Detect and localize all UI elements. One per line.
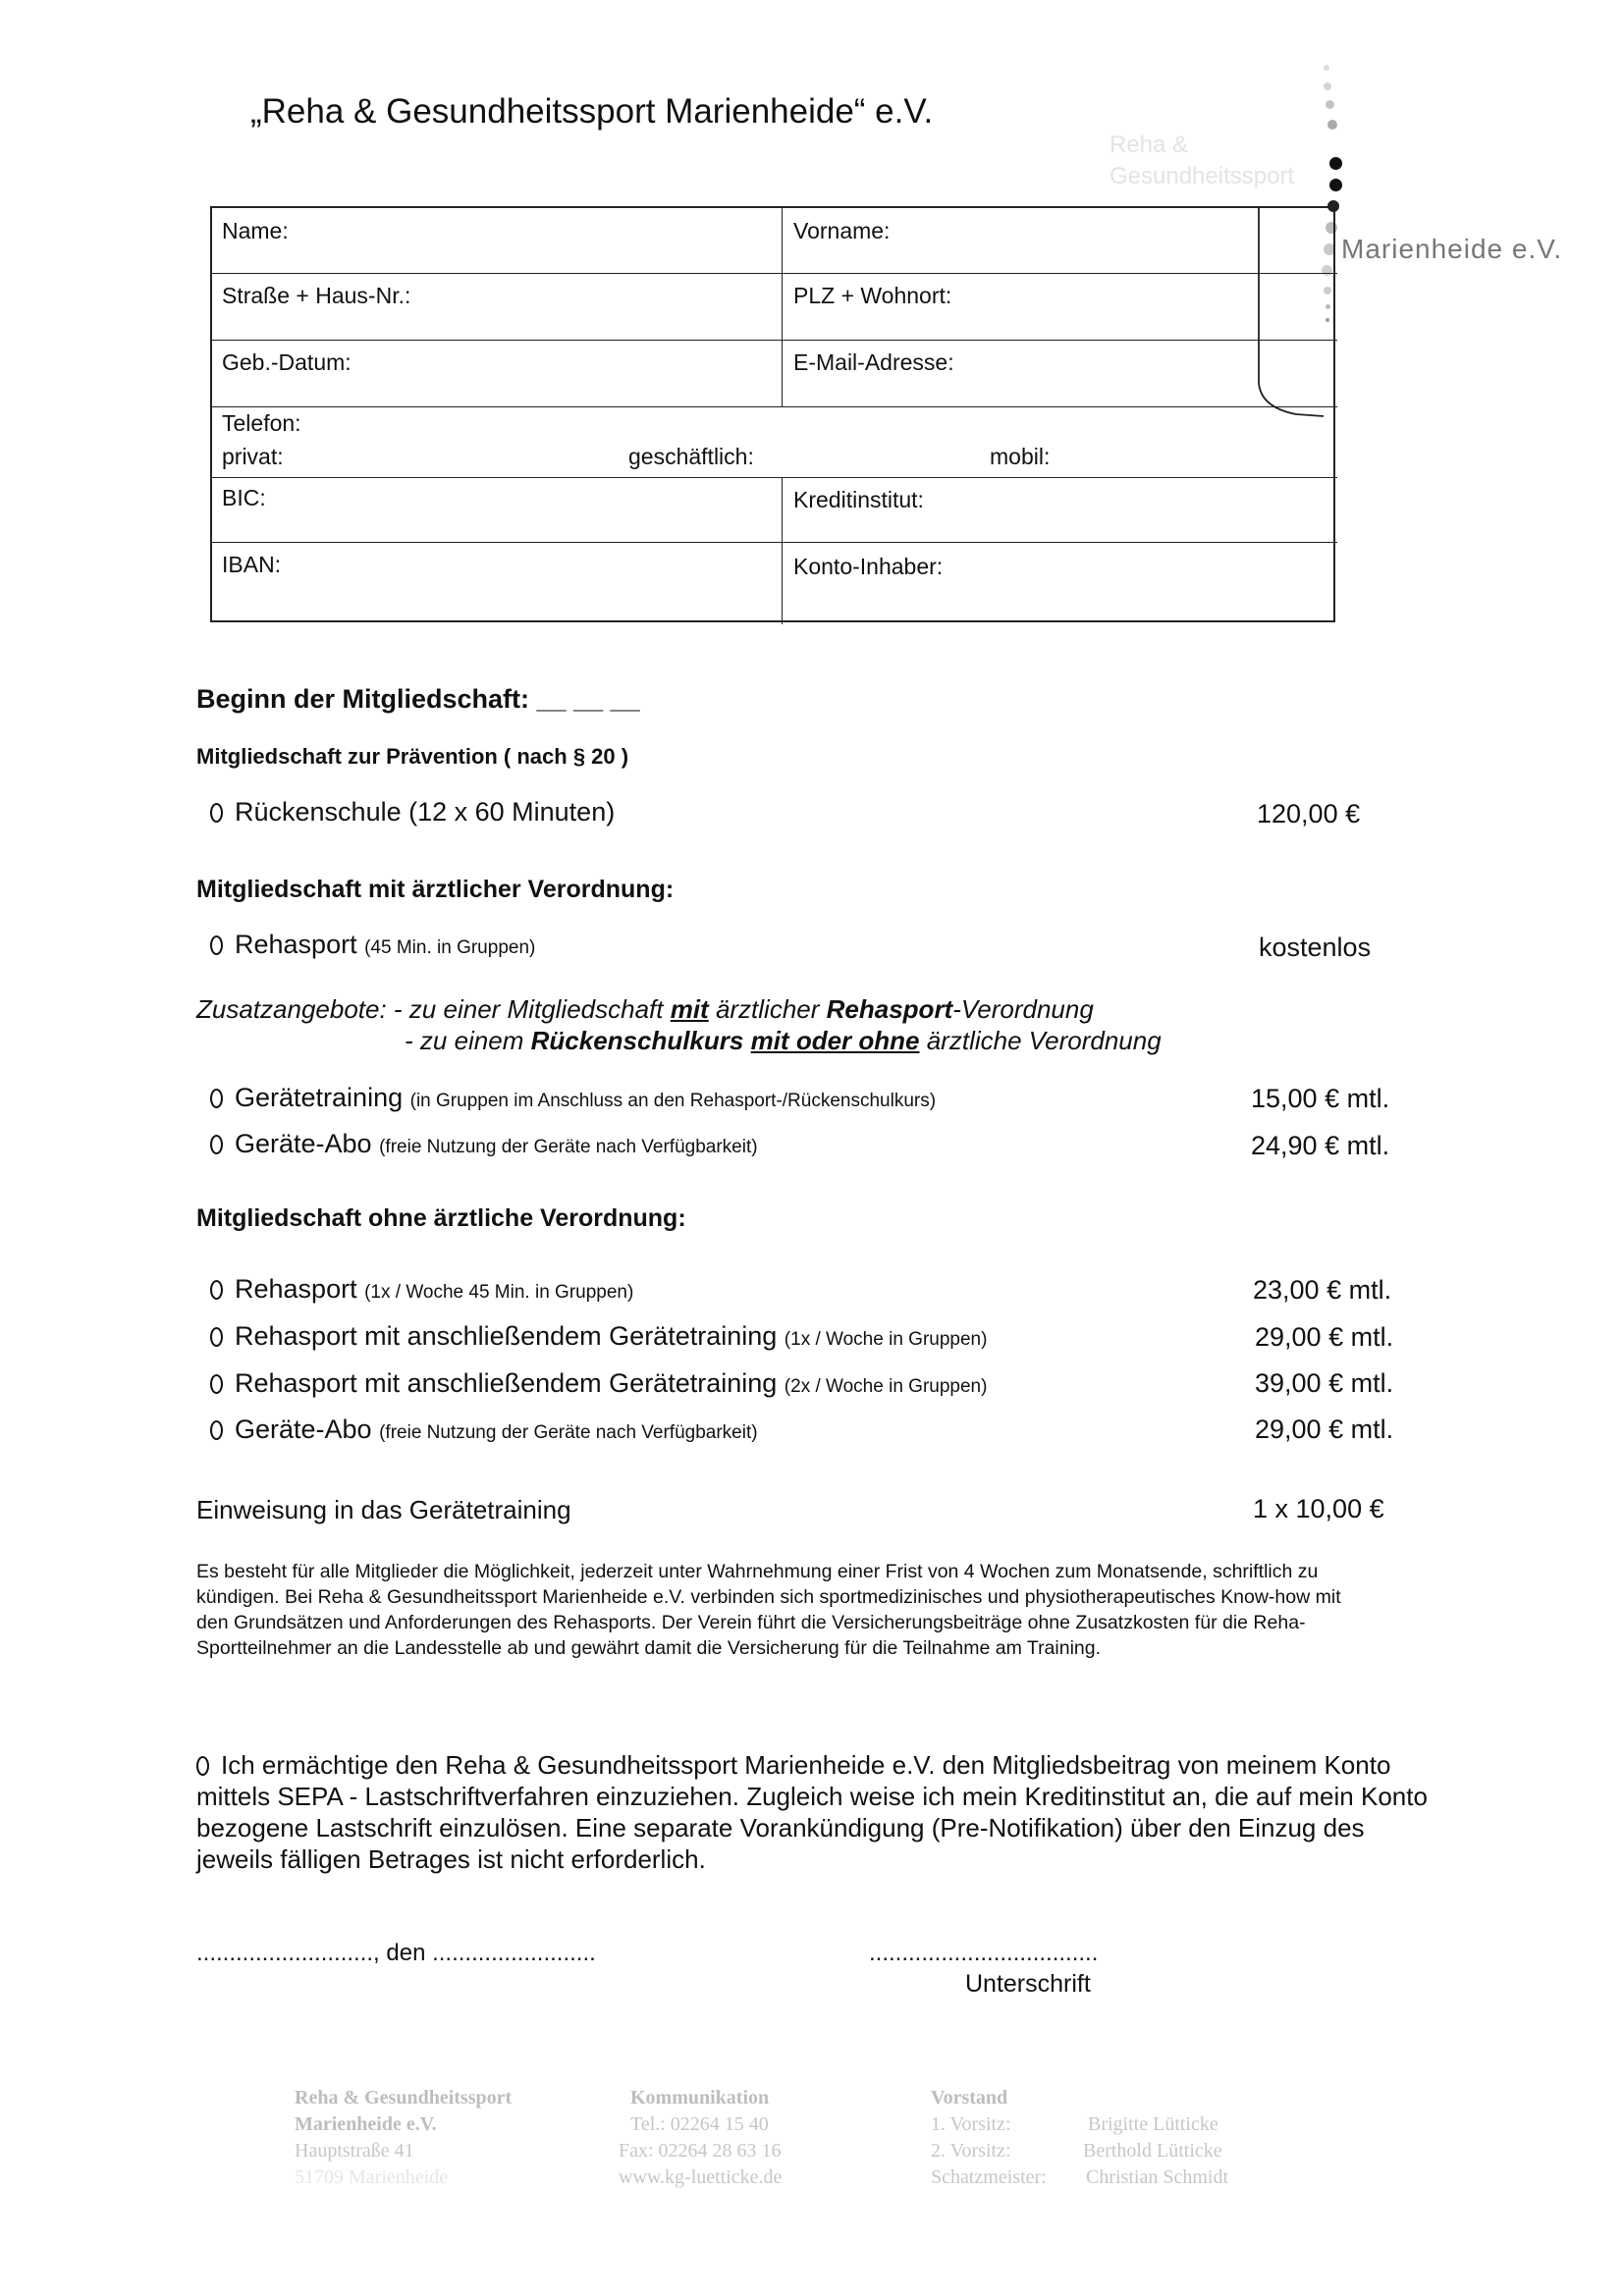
page-title: „Reha & Gesundheitssport Marienheide“ e.V. bbox=[250, 92, 934, 131]
plz-city-field[interactable]: PLZ + Wohnort: bbox=[793, 283, 952, 308]
phone-business-field[interactable]: geschäftlich: bbox=[628, 444, 754, 469]
bic-field[interactable]: BIC: bbox=[222, 485, 266, 510]
logo-line-1: Reha & bbox=[1110, 132, 1189, 158]
prevention-heading: Mitgliedschaft zur Prävention ( nach § 20 ) bbox=[196, 744, 629, 769]
logo-line-3: Marienheide e.V. bbox=[1341, 234, 1563, 264]
no-medical-heading: Mitgliedschaft ohne ärztliche Verordnung: bbox=[196, 1204, 686, 1232]
vorname-field[interactable]: Vorname: bbox=[793, 218, 891, 243]
logo-dot-icon bbox=[1324, 82, 1331, 90]
price-rehasport-geraet-2x: 39,00 € mtl. bbox=[1255, 1368, 1394, 1398]
price-geraetetraining: 15,00 € mtl. bbox=[1251, 1084, 1390, 1113]
signature-label: Unterschrift bbox=[965, 1970, 1091, 1998]
email-field[interactable]: E-Mail-Adresse: bbox=[793, 349, 954, 375]
name-field[interactable]: Name: bbox=[222, 218, 289, 243]
footer-board: Vorstand 1. Vorsitz: Brigitte Lütticke 2. Vorsitz: Berthold Lütticke Schatzmeister: Christian Schmidt bbox=[931, 2087, 1228, 2188]
radio-icon[interactable] bbox=[210, 1374, 223, 1394]
footer-contact: Kommunikation Tel.: 02264 15 40 Fax: 02264 28 63 16 www.kg-luetticke.de bbox=[619, 2087, 783, 2188]
zusatz-line-1: Zusatzangebote: - zu einer Mitgliedschaft mit ärztlicher Rehasport-Verordnung bbox=[196, 994, 1094, 1024]
phone-private-field[interactable]: privat: bbox=[222, 444, 284, 469]
price-rehasport-no-medical: 23,00 € mtl. bbox=[1253, 1275, 1392, 1305]
signature-line[interactable]: ................................... bbox=[869, 1940, 1099, 1966]
phone-label: Telefon: bbox=[222, 410, 301, 436]
price-rueckenschule: 120,00 € bbox=[1257, 799, 1361, 828]
einweisung-label: Einweisung in das Gerätetraining bbox=[196, 1495, 571, 1524]
logo-dot-icon bbox=[1326, 100, 1334, 109]
option-geraeteabo-no-medical[interactable]: Geräte-Abo (freie Nutzung der Geräte nach Verfügbarkeit) bbox=[210, 1415, 758, 1445]
option-rehasport-geraet-1x[interactable]: Rehasport mit anschließendem Gerätetraining (1x / Woche in Gruppen) bbox=[210, 1321, 987, 1352]
radio-icon[interactable] bbox=[210, 1135, 223, 1154]
bank-field[interactable]: Kreditinstitut: bbox=[793, 487, 924, 512]
radio-icon[interactable] bbox=[210, 1327, 223, 1347]
option-geraeteabo[interactable]: Geräte-Abo (freie Nutzung der Geräte nach Verfügbarkeit) bbox=[210, 1129, 758, 1159]
logo-line-2: Gesundheitssport bbox=[1110, 163, 1295, 189]
price-rehasport-medical: kostenlos bbox=[1259, 933, 1372, 962]
sepa-mandate[interactable]: Ich ermächtige den Reha & Gesundheitssport Marienheide e.V. den Mitgliedsbeitrag von meinem Konto mittels SEPA - Lastschriftverfahren einzuziehen. Zugleich weise ich mein Kreditinstitut an, die auf mein Konto bezogene Lastschrift einzulösen. Eine separate Vorankündigung (Pre-Notifikation) über den Einzug des jeweils fälligen Betrages ist nicht erforderlich. bbox=[196, 1750, 1428, 1874]
iban-field[interactable]: IBAN: bbox=[222, 552, 282, 577]
medical-heading: Mitgliedschaft mit ärztlicher Verordnung: bbox=[196, 876, 675, 903]
phone-mobile-field[interactable]: mobil: bbox=[990, 444, 1051, 469]
price-einweisung: 1 x 10,00 € bbox=[1253, 1494, 1384, 1523]
radio-icon[interactable] bbox=[196, 1756, 209, 1776]
logo-dot-icon bbox=[1329, 157, 1342, 170]
price-geraeteabo: 24,90 € mtl. bbox=[1251, 1131, 1390, 1160]
membership-start[interactable]: Beginn der Mitgliedschaft: __ __ __ bbox=[196, 684, 640, 714]
place-date-field[interactable]: ..........................., den ......................... bbox=[196, 1940, 596, 1966]
logo-dot-icon bbox=[1329, 179, 1342, 191]
terms-text: Es besteht für alle Mitglieder die Möglichkeit, jederzeit unter Wahrnehmung einer Frist von 4 Wochen zum Monatsende, schriftlich zu kündigen. Bei Reha & Gesundheitssport Marienheide e.V. verbinden sich sportmedizinisches und physiotherapeutisches Know-how mit den Grundsätzen und Anforderungen des Rehasports. Der Verein führt die Versicherungsbeiträge ohne Zusatzkosten für die Reha-Sportteilnehmer an die Landesstelle ab und gewährt damit die Versicherung für die Teilnahme am Training. bbox=[196, 1561, 1341, 1659]
option-rehasport-geraet-2x[interactable]: Rehasport mit anschließendem Gerätetraining (2x / Woche in Gruppen) bbox=[210, 1368, 987, 1399]
street-field[interactable]: Straße + Haus-Nr.: bbox=[222, 283, 411, 308]
option-rueckenschule[interactable]: Rückenschule (12 x 60 Minuten) bbox=[210, 797, 615, 828]
logo-dot-icon bbox=[1324, 65, 1329, 71]
birthdate-field[interactable]: Geb.-Datum: bbox=[222, 349, 352, 375]
price-geraeteabo-no-medical: 29,00 € mtl. bbox=[1255, 1415, 1394, 1444]
radio-icon[interactable] bbox=[210, 803, 223, 823]
personal-data-form bbox=[210, 206, 1335, 622]
zusatz-line-2: - zu einem Rückenschulkurs mit oder ohne ärztliche Verordnung bbox=[405, 1026, 1162, 1055]
logo-dot-icon bbox=[1327, 120, 1337, 130]
radio-icon[interactable] bbox=[210, 1089, 223, 1108]
radio-icon[interactable] bbox=[210, 1420, 223, 1440]
account-holder-field[interactable]: Konto-Inhaber: bbox=[793, 554, 944, 579]
option-geraetetraining[interactable]: Gerätetraining (in Gruppen im Anschluss an den Rehasport-/Rückenschulkurs) bbox=[210, 1083, 936, 1113]
radio-icon[interactable] bbox=[210, 1280, 223, 1300]
option-rehasport-no-medical[interactable]: Rehasport (1x / Woche 45 Min. in Gruppen) bbox=[210, 1274, 633, 1305]
option-rehasport-medical[interactable]: Rehasport (45 Min. in Gruppen) bbox=[210, 930, 535, 960]
radio-icon[interactable] bbox=[210, 935, 223, 955]
price-rehasport-geraet-1x: 29,00 € mtl. bbox=[1255, 1322, 1394, 1352]
footer-organization: Reha & Gesundheitssport Marienheide e.V. Hauptstraße 41 51709 Marienheide bbox=[295, 2087, 513, 2188]
